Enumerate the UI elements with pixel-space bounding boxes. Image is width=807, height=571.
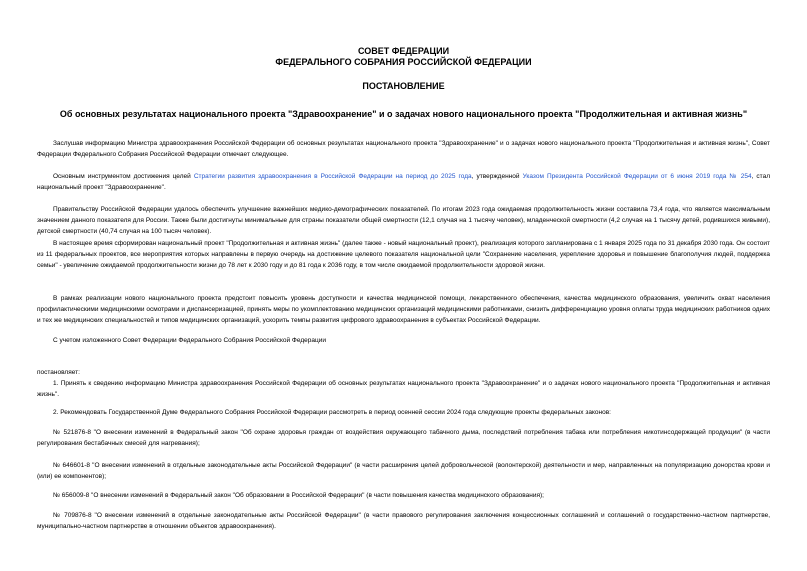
paragraph-new-project: В настоящее время сформирован национальный проект "Продолжительная и активная жизнь" (далее также - новый национальный проект), реализация которого запланирована с 1 января 2025 года по 31 декабря 2030 года. Он состоит из 11 федеральных проектов, все мероприятия которых направлены в первую очередь на достижение целевого показателя национальной цели "Сохранение населения, укрепление здоровья и повышение благополучия людей, поддержка семьи" - увеличение ожидаемой продолжительности жизни до 78 лет к 2030 году и до 81 года к 2036 году, в том числе ожидаемой продолжительности здоровой жизни. — [37, 240, 770, 269]
paragraph-strategy-text-a: Основным инструментом достижения целей — [53, 173, 194, 180]
paragraph-strategy-text-c: , стал национальный проект "Здравоохранение". — [37, 173, 770, 191]
paragraph-intro: Заслушав информацию Министра здравоохранения Российской Федерации об основных результатах национального проекта "Здравоохранение" и о задачах нового национального проекта "Продолжительная и активная жизнь", Совет Федерации Федерального Собрания Российской Федерации отмечает следующее. — [37, 140, 770, 158]
paragraph-considering: С учетом изложенного Совет Федерации Федерального Собрания Российской Федерации — [53, 337, 326, 344]
paragraph-indicators: Правительству Российской Федерации удалось обеспечить улучшение важнейших медико-демографических показателей. По итогам 2023 года ожидаемая продолжительность жизни составила 73,4 года, что является максимальным значением данного показателя для России. Также были достигнуты минимальные для страны показатели общей смертности (12,1 случая на 1 тысячу человек), младенческой смертности (4,2 случая на 1 тысячу детей, родившихся живыми), детской смертности (40,74 случая на 100 тысяч человек). — [37, 206, 770, 235]
document-title: Об основных результатах национального проекта "Здравоохранение" и о задачах нового национального проекта "Продолжительная и активная жизнь" — [59, 109, 748, 119]
bill-item-709876: № 709876-8 "О внесении изменений в отдельные законодательные акты Российской Федерации" (в части правового регулирования заключения концессионных соглашений и соглашений о государственно-частном партнерстве, муниципально-частном партнерстве в отношении объектов здравоохранения). — [37, 512, 770, 530]
decree-link[interactable]: Указом Президента Российской Федерации от 6 июня 2019 года № 254 — [522, 173, 752, 180]
org-name-line2: ФЕДЕРАЛЬНОГО СОБРАНИЯ РОССИЙСКОЙ ФЕДЕРАЦИИ — [275, 57, 532, 67]
strategy-link[interactable]: Стратегии развития здравоохранения в Российской Федерации на период до 2025 года — [193, 173, 472, 180]
org-name-line1: СОВЕТ ФЕДЕРАЦИИ — [357, 46, 450, 56]
bill-item-646601: № 646601-8 "О внесении изменений в отдельные законодательные акты Российской Федерации" (в части расширения целей добровольческой (волонтерской) деятельности и мер, направленных на популяризацию донорства крови и (или) ее компонентов); — [37, 462, 770, 480]
bill-item-521876: № 521876-8 "О внесении изменений в Федеральный закон "Об охране здоровья граждан от воздействия окружающего табачного дыма, последствий потребления табака или потребления никотинсодержащей продукции" (в части регулирования бестабачных смесей для нагревания); — [37, 429, 770, 447]
paragraph-tasks: В рамках реализации нового национального проекта предстоит повысить уровень доступности и качества медицинской помощи, лекарственного обеспечения, качества медицинского образования, увеличить охват населения профилактическими медицинскими осмотрами и диспансеризацией, принять меры по укомплектованию медицинских организаций медицинскими работниками, снизить дифференциацию уровня оплаты труда медицинских работников одних и тех же медицинских специальностей и типов медицинских организаций, ускорить темпы развития цифрового здравоохранения в субъектах Российской Федерации. — [37, 295, 770, 324]
paragraph-strategy — [37, 171, 770, 193]
document-type: ПОСТАНОВЛЕНИЕ — [362, 81, 445, 91]
bill-item-656009: № 656009-8 "О внесении изменений в Федеральный закон "Об образовании в Российской Федерации" (в части повышения качества медицинского образования); — [53, 492, 544, 499]
paragraph-resolves: постановляет: — [37, 369, 80, 376]
resolution-item-2: 2. Рекомендовать Государственной Думе Федерального Собрания Российской Федерации рассмотреть в период осенней сессии 2024 года следующие проекты федеральных законов: — [53, 409, 611, 416]
paragraph-strategy-text-b: , утвержденной — [471, 173, 523, 180]
resolution-item-1: 1. Принять к сведению информацию Министра здравоохранения Российской Федерации об основных результатах национального проекта "Здравоохранение" и о задачах нового национального проекта "Продолжительная и активная жизнь". — [37, 380, 770, 398]
